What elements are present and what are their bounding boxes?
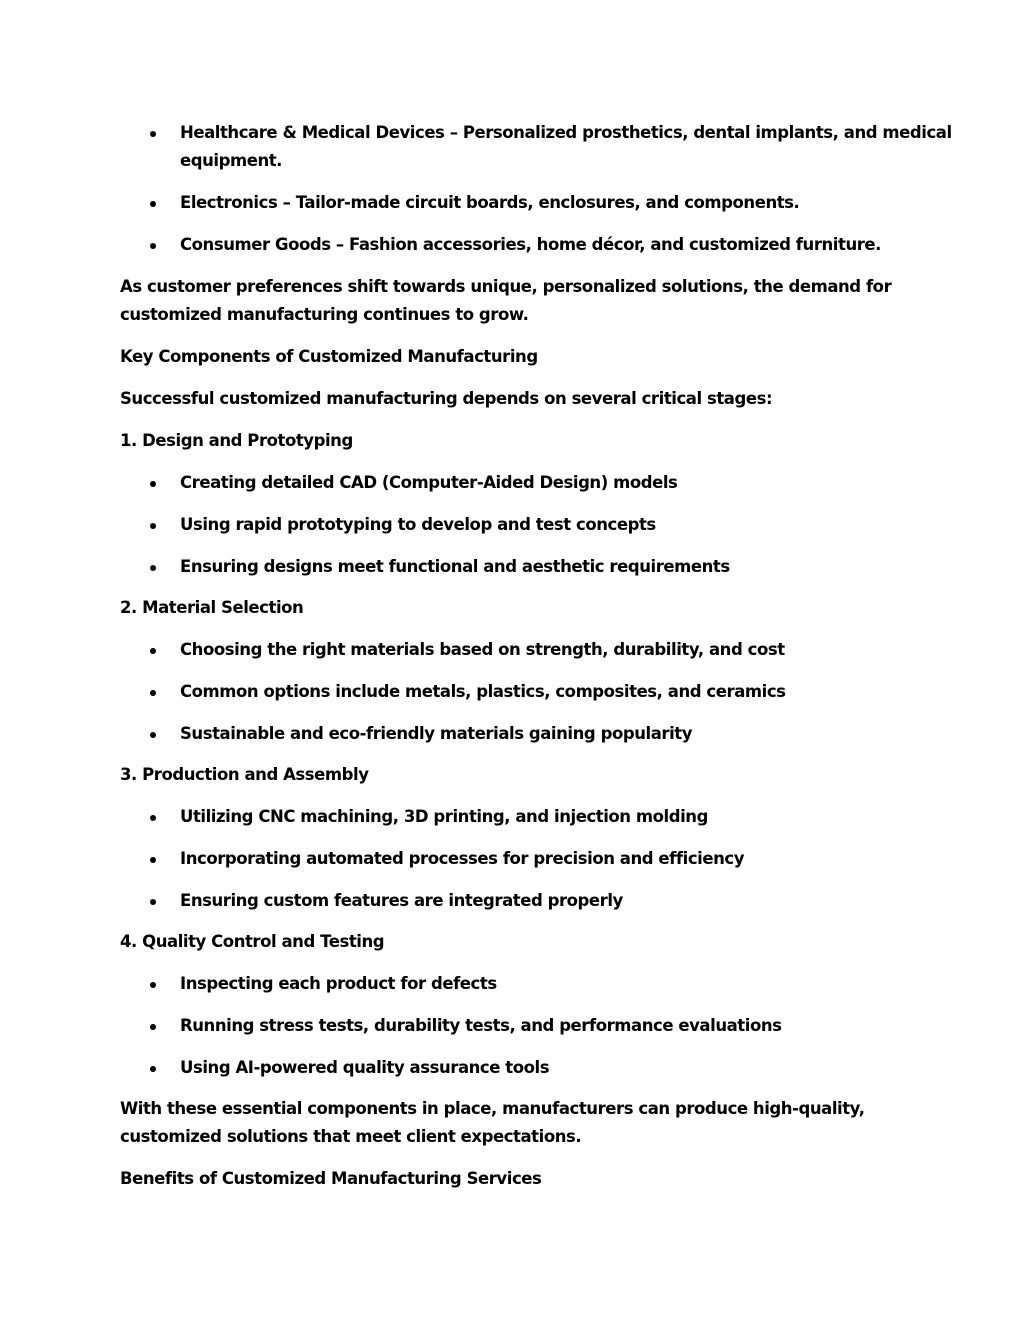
bullet-icon <box>150 891 158 911</box>
industry-item-consumer-goods: Consumer Goods – Fashion accessories, home décor, and customized furniture. <box>180 235 881 254</box>
bullet-icon <box>150 1016 158 1036</box>
demand-paragraph-line-1: As customer preferences shift towards unique, personalized solutions, the demand for <box>120 277 892 296</box>
bullet-icon <box>150 515 158 535</box>
list-item: Utilizing CNC machining, 3D printing, and injection molding <box>180 807 708 826</box>
demand-paragraph-line-2: customized manufacturing continues to grow. <box>120 305 529 324</box>
bullet-icon <box>150 849 158 869</box>
list-item: Ensuring designs meet functional and aesthetic requirements <box>180 557 730 576</box>
bullet-icon <box>150 235 158 255</box>
industry-item-healthcare: Healthcare & Medical Devices – Personalized prosthetics, dental implants, and medical <box>180 123 952 142</box>
list-item: Using rapid prototyping to develop and test concepts <box>180 515 656 534</box>
list-item: Sustainable and eco-friendly materials gaining popularity <box>180 724 693 743</box>
list-item: Inspecting each product for defects <box>180 974 497 993</box>
list-item: Ensuring custom features are integrated properly <box>180 891 623 910</box>
bullet-icon <box>150 473 158 493</box>
bullet-icon <box>150 1058 158 1078</box>
bullet-icon <box>150 557 158 577</box>
section-heading-benefits: Benefits of Customized Manufacturing Services <box>120 1169 542 1188</box>
bullet-icon <box>150 724 158 744</box>
industry-item-electronics: Electronics – Tailor-made circuit boards, enclosures, and components. <box>180 193 800 212</box>
industry-item-healthcare-continued: equipment. <box>180 151 283 170</box>
stage-heading-quality: 4. Quality Control and Testing <box>120 932 385 951</box>
list-item: Common options include metals, plastics, composites, and ceramics <box>180 682 786 701</box>
list-item: Incorporating automated processes for precision and efficiency <box>180 849 745 868</box>
key-components-intro: Successful customized manufacturing depends on several critical stages: <box>120 389 773 408</box>
bullet-icon <box>150 123 158 143</box>
list-item: Choosing the right materials based on strength, durability, and cost <box>180 640 785 659</box>
bullet-icon <box>150 807 158 827</box>
bullet-icon <box>150 640 158 660</box>
bullet-icon <box>150 682 158 702</box>
list-item: Running stress tests, durability tests, and performance evaluations <box>180 1016 782 1035</box>
bullet-icon <box>150 193 158 213</box>
stage-heading-material: 2. Material Selection <box>120 598 304 617</box>
closing-paragraph-line-2: customized solutions that meet client expectations. <box>120 1127 582 1146</box>
list-item: Using AI-powered quality assurance tools <box>180 1058 550 1077</box>
bullet-icon <box>150 974 158 994</box>
stage-heading-design: 1. Design and Prototyping <box>120 431 353 450</box>
section-heading-key-components: Key Components of Customized Manufacturing <box>120 347 538 366</box>
list-item: Creating detailed CAD (Computer-Aided Design) models <box>180 473 678 492</box>
stage-heading-production: 3. Production and Assembly <box>120 765 369 784</box>
closing-paragraph-line-1: With these essential components in place, manufacturers can produce high-quality, <box>120 1099 865 1118</box>
